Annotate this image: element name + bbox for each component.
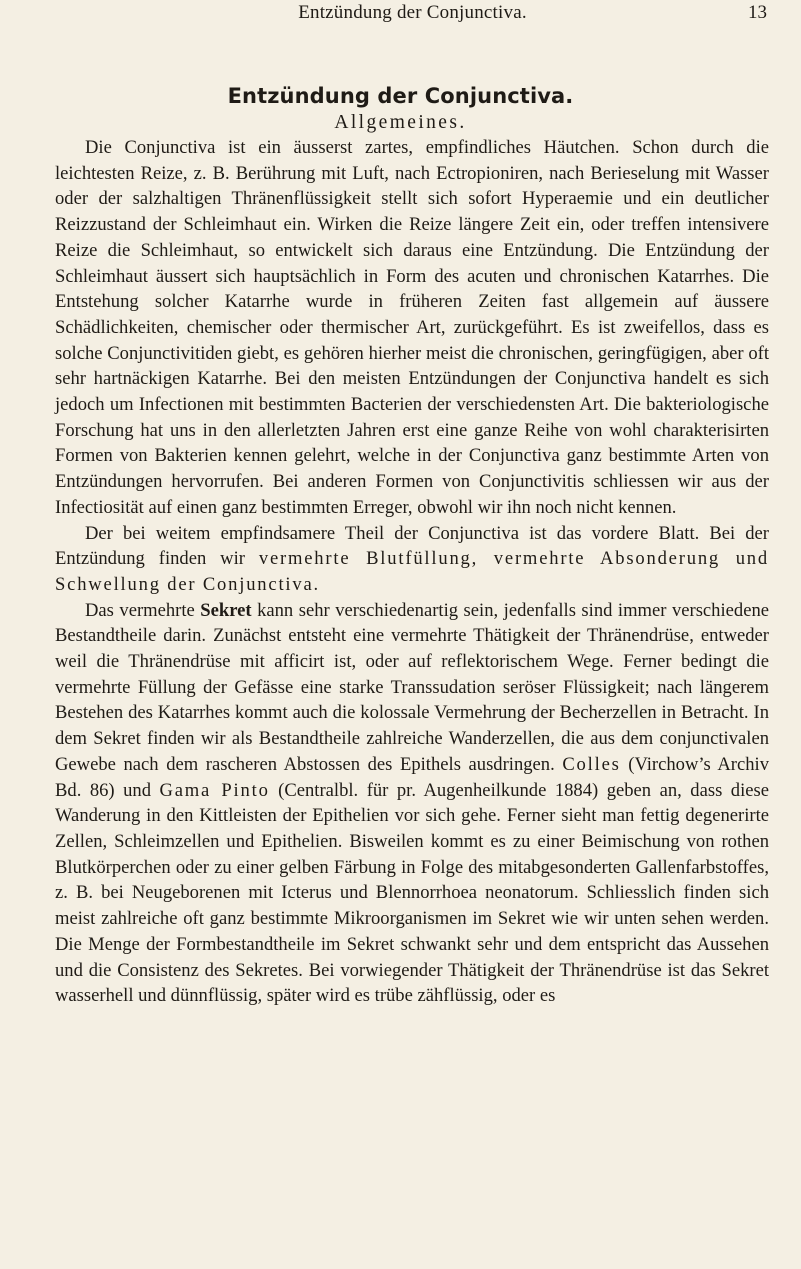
- paragraph-3-after: (Centralbl. für pr. Augenheilkunde 1884) geben an, dass diese Wanderung in den Kittleisten der Epithelien vor sich gehe. Ferner sieht man fettig degenerirte Zellen, Schleimzellen und Epithelien. Bisweilen kommt es zu einer Beimischung von rothen Blutkörperchen oder zu einer gelben Färbung in Folge des mitabgesonderten Gallenfarbstoffes, z. B. bei Neugeborenen mit Icterus und Blennorrhoea neonatorum. Schliesslich finden sich meist zahlreiche oft ganz bestimmte Mikroorganismen im Sekret wie wir unten sehen werden. Die Menge der Formbestandtheile im Sekret schwankt sehr und dem entspricht das Aussehen und die Consistenz des Sekretes. Bei vorwiegender Thätigkeit der Thränendrüse ist das Sekret wasserhell und dünnflüssig, später wird es trübe zähflüssig, oder es: [55, 779, 770, 1007]
- paragraph-3-middle-2: (Virchow’s Archiv Bd. 86) und: [55, 753, 769, 801]
- paragraph-3: [55, 598, 769, 1009]
- paragraph-3-author-1: Colles: [562, 753, 621, 775]
- paragraph-2: [55, 521, 769, 598]
- paragraph-1: Die Conjunctiva ist ein äusserst zartes, empfindliches Häutchen. Schon durch die leichtesten Reize, z. B. Berührung mit Luft, nach Ectropioniren, nach Berieselung mit Wasser oder der salzhaltigen Thränenflüssigkeit stellt sich sofort Hyperaemie und ein deutlicher Reizzustand der Schleimhaut ein. Wirken die Reize längere Zeit ein, oder treffen intensivere Reize die Schleimhaut, so entwickelt sich daraus eine Entzündung. Die Entzündung der Schleimhaut äussert sich hauptsächlich in Form des acuten und chronischen Katarrhes. Die Entstehung solcher Katarrhe wurde in früheren Zeiten fast allgemein auf äussere Schädlichkeiten, chemischer oder thermischer Art, zurückgeführt. Es ist zweifellos, dass es solche Conjunctivitiden giebt, es gehören hierher meist die chronischen, geringfügigen, aber oft sehr hartnäckigen Katarrhe. Bei den meisten Entzündungen der Conjunctiva handelt es sich jedoch um Infectionen mit bestimmten Bacterien der verschiedensten Art. Die bakteriologische Forschung hat uns in den allerletzten Jahren erst eine ganze Reihe von wohl charakterisirten Formen von Bakterien kennen gelehrt, welche in der Conjunctiva ganz bestimmte Arten von Entzündungen hervorrufen. Bei anderen Formen von Conjunctivitis schliessen wir aus der Infectiosität auf einen ganz bestimmten Erreger, obwohl wir ihn noch nicht kennen.: [55, 137, 769, 518]
- paragraph-3-middle-1: kann sehr verschiedenartig sein, jedenfalls sind immer verschiedene Bestandtheile darin. Zunächst entsteht eine vermehrte Thätigkeit der Thränendrüse, entweder weil die Thränendrüse mit afficirt ist, oder auf reflektorischem Wege. Ferner bedingt die vermehrte Füllung der Gefässe eine starke Transsudation seröser Flüssigkeit; nach längerem Bestehen des Katarrhes kommt auch die kolossale Vermehrung der Becherzellen in Betracht. In dem Sekret finden wir als Bestandtheile zahlreiche Wanderzellen, die aus dem conjunctivalen Gewebe nach dem rascheren Abstossen des Epithels ausdringen.: [55, 599, 769, 775]
- page-number: 13: [748, 2, 767, 23]
- body-text: [55, 135, 769, 1009]
- paragraph-2-after: .: [313, 573, 319, 595]
- paragraph-3-bold-term: Sekret: [200, 599, 252, 621]
- paragraph-3-before: Das vermehrte: [85, 599, 201, 621]
- paragraph-2-emphasis: vermehrte Blutfüllung, vermehrte Absonderung und Schwellung der Conjunctiva: [55, 548, 769, 595]
- running-header: [58, 2, 767, 32]
- chapter-title: Entzündung der Conjunctiva.: [227, 84, 574, 108]
- paragraph-3-author-2: Gama Pinto: [159, 779, 270, 801]
- section-subtitle: Allgemeines.: [334, 112, 467, 133]
- paragraph-2-before: Der bei weitem empfindsamere Theil der Conjunctiva ist das vordere Blatt. Bei der Entzündung finden wir: [55, 522, 769, 570]
- running-title: Entzündung der Conjunctiva.: [298, 2, 527, 23]
